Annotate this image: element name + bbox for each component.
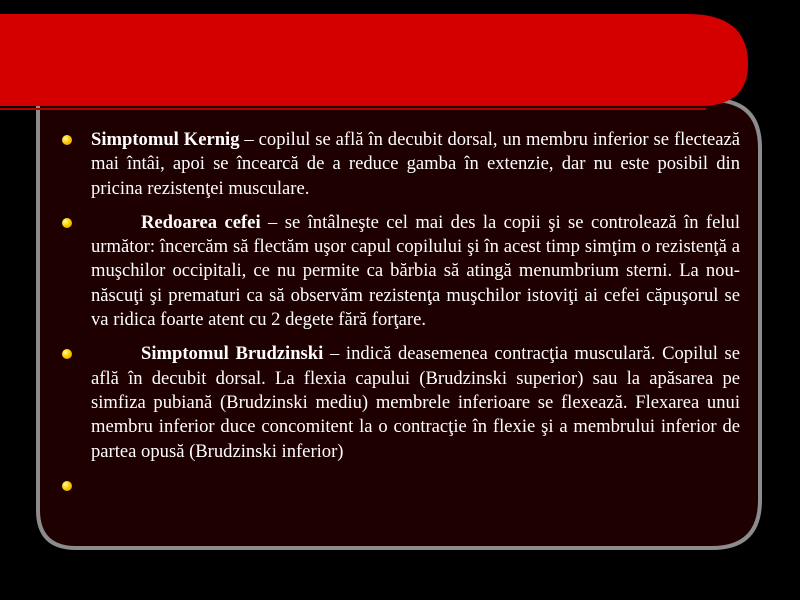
bullet-text: – indică deasemenea contracţia musculară. Copilul se află în decubit dorsal. La flexia capului (Brudzinski superior) sau la apăsarea pe simfiza pubiană (Brudzinski mediu) membrele inferioare se flexează. Flexarea unui membru inferior duce concomitent la o contracţie în flexie şi a membrului inferior de partea opusă (Brudzinski inferior) (91, 343, 740, 462)
title-banner (0, 14, 748, 106)
bullet-term: Redoarea cefei (141, 211, 261, 233)
bullet-text: – copilul se află în decubit dorsal, un membru inferior se flectează mai întâi, apoi se încearcă de a reduce gamba în extenzie, dar nu este posibil din pricina rezistenţei musculare. (91, 129, 740, 199)
bullet-icon (62, 135, 72, 145)
bullet-item-brudzinski (60, 342, 740, 463)
bullet-term: Simptomul Kernig (91, 129, 240, 150)
bullet-term: Simptomul Brudzinski (141, 343, 324, 365)
bullet-icon (62, 218, 72, 228)
bullet-text: – se întâlneşte cel mai des la copii şi se controlează în felul următor: încercăm să flectăm uşor capul copilului şi în acest timp simţim o rezistenţă a muşchilor occipitali, ce nu permite ca bărbia să atingă menumbrium sterni. La nou-născuţi şi prematuri ca să observăm rezistenţa muşchilor istoviţi ai cefei căpuşorul se va ridica foarte atent cu 2 degete fără forţare. (91, 211, 740, 331)
content-area (60, 128, 740, 568)
bullet-icon (62, 349, 72, 359)
bullet-item-redoarea-cefei (60, 211, 740, 332)
bullet-icon (62, 481, 72, 491)
bullet-item-empty (60, 474, 740, 498)
bullet-item-kernig (60, 128, 740, 201)
bullet-list (60, 128, 740, 498)
